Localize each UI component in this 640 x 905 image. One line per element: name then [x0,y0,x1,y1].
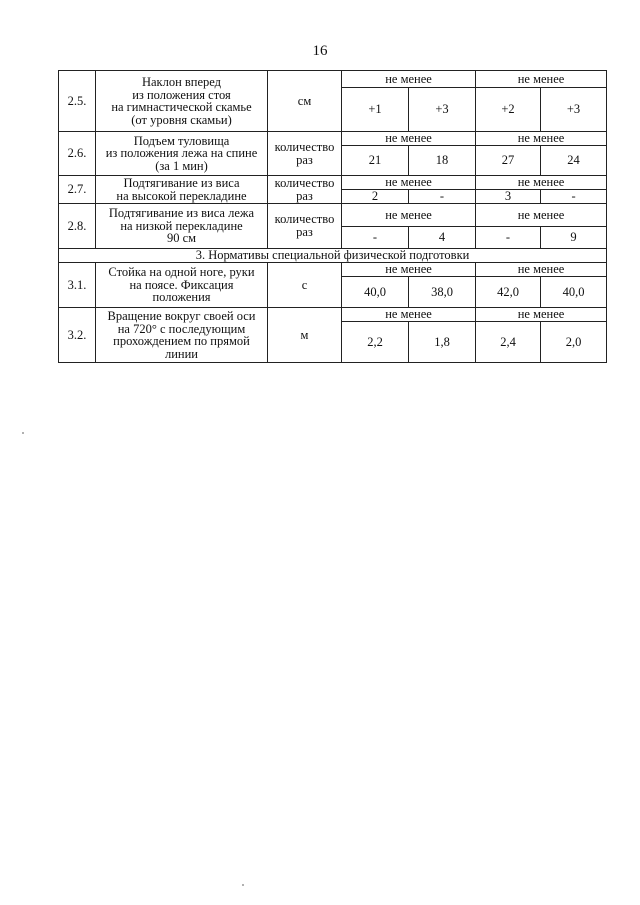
text-line: Подтягивание из виса лежа [108,206,255,221]
norm-value: 2 [342,190,409,204]
text-line: раз [296,188,313,203]
norm-group-label: не менее [476,263,607,277]
text-line: раз [296,225,313,239]
norm-value: - [476,227,541,249]
text-line: из положения лежа на спине [105,146,258,161]
norm-group-label: не менее [476,176,607,190]
row-number: 3.2. [59,308,96,363]
text-line: из положения стоя [132,87,231,102]
text-line: количество [274,212,335,226]
exercise-name [96,204,268,249]
exercise-name [96,176,268,204]
norm-group-label: не менее [342,71,476,88]
text-line: Подтягивание из виса [123,176,240,190]
text-line: Стойка на одной ноге, руки [108,265,255,280]
text-line: раз [296,152,313,167]
section-header-row [59,249,607,263]
text-line: с [301,277,308,292]
text-line: количество [274,175,335,190]
norm-group-label: не менее [342,263,476,277]
norm-value: - [342,227,409,249]
row-number: 3.1. [59,263,96,308]
text-line: см [297,93,312,108]
norm-value: - [409,190,476,204]
text-line: (за 1 мин) [155,158,208,173]
norm-group-label: не менее [342,132,476,146]
row-number: 2.7. [59,176,96,204]
text-line: Наклон вперед [141,75,222,89]
unit-cell [268,204,342,249]
norm-group-label: не менее [476,132,607,146]
exercise-name [96,308,268,363]
scan-speck [22,432,24,434]
unit-cell [268,71,342,132]
table-row [59,308,607,322]
exercise-name [96,132,268,176]
table-row [59,263,607,277]
norm-value: 21 [342,146,409,176]
text-line: положения [152,290,211,305]
exercise-name [96,263,268,308]
norm-group-label: не менее [476,71,607,88]
norm-value: 3 [476,190,541,204]
norm-value: +3 [541,88,607,132]
norm-value: 9 [541,227,607,249]
norms-table [58,70,607,363]
text-line: линии [165,346,198,361]
text-line: на 720° с последующим [117,321,246,336]
norm-value: 18 [409,146,476,176]
text-line: 90 см [166,231,197,246]
norm-value: 38,0 [409,277,476,308]
page-number: 16 [312,43,328,59]
text-line: на гимнастической скамье [111,100,252,114]
norm-group-label: не менее [476,204,607,227]
unit-cell [268,176,342,204]
norm-value: 4 [409,227,476,249]
table-row [59,176,607,190]
exercise-name [96,71,268,132]
norm-value: 40,0 [342,277,409,308]
text-line: Подъем туловища [133,133,230,148]
norm-group-label: не менее [342,308,476,322]
text-line: на высокой перекладине [116,188,247,203]
norm-value: 1,8 [409,322,476,363]
text-line: на низкой перекладине [120,218,243,233]
unit-cell [268,308,342,363]
norm-value: +1 [342,88,409,132]
text-line: количество [274,139,335,154]
norm-value: 40,0 [541,277,607,308]
row-number: 2.5. [59,71,96,132]
norm-value: 2,4 [476,322,541,363]
scan-speck [242,884,244,886]
text-line: прохождением по прямой [113,334,250,348]
text-line: (от уровня скамьи) [131,112,232,127]
norm-group-label: не менее [342,176,476,190]
norm-value: 2,2 [342,322,409,363]
text-line: на поясе. Фиксация [129,277,234,292]
table-row [59,71,607,88]
norm-group-label: не менее [476,308,607,322]
section-title: 3. Нормативы специальной физической подготовки [59,249,607,263]
row-number: 2.6. [59,132,96,176]
text-line: м [300,327,309,342]
norm-value: 24 [541,146,607,176]
table-row [59,204,607,227]
table-row [59,132,607,146]
norm-group-label: не менее [342,204,476,227]
norm-value: +3 [409,88,476,132]
norm-value: +2 [476,88,541,132]
unit-cell [268,132,342,176]
row-number: 2.8. [59,204,96,249]
unit-cell [268,263,342,308]
norm-value: 27 [476,146,541,176]
norm-value: 42,0 [476,277,541,308]
text-line: Вращение вокруг своей оси [107,309,256,323]
norm-value: 2,0 [541,322,607,363]
norm-value: - [541,190,607,204]
